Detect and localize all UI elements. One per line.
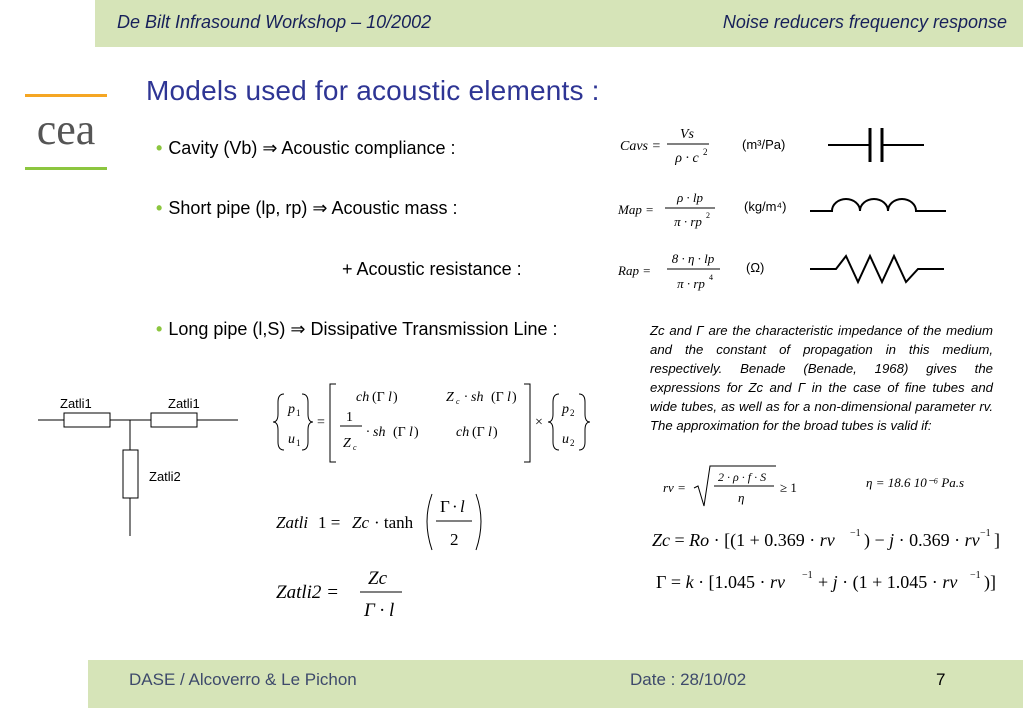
svg-text:]: ] [994,530,1000,550]
svg-text:): ) [512,390,517,405]
svg-text:): ) [493,425,498,440]
svg-text:−1: −1 [802,570,813,581]
svg-text:u: u [562,432,569,447]
footer-date: Date : 28/10/02 [630,670,747,689]
svg-text:p: p [288,402,295,417]
bullet-long-pipe: • Long pipe (l,S) ⇒ Dissipative Transmission Line : [156,319,558,339]
zatli1-equation [272,488,502,554]
label-zatli2: Zatli2 [149,469,181,484]
bullet-cavity: • Cavity (Vb) ⇒ Acoustic compliance : [156,138,456,158]
svg-text:) − j · 0.369 · rv: ) − j · 0.369 · rv [864,530,980,550]
header-band [95,0,1023,47]
bullet-resistance: + Acoustic resistance : [342,259,522,279]
svg-text:+ j · (1 + 1.045 · rv: + j · (1 + 1.045 · rv [818,572,958,592]
svg-text:×: × [535,415,543,430]
svg-text:−1: −1 [980,528,991,539]
zc-equation [648,520,1008,560]
zatli2-equation [272,562,422,628]
svg-text:=: = [317,415,325,430]
capacitor-symbol [828,125,928,165]
svg-text:Cavs =: Cavs = [620,139,661,154]
transmission-matrix-equation [270,380,600,465]
svg-text:· sh: · sh [464,390,484,405]
gamma-equation [652,562,1012,602]
resistor-symbol [810,253,950,285]
svg-text:ρ · lp: ρ · lp [676,190,704,205]
svg-text:1: 1 [346,410,353,425]
svg-text:Z: Z [343,436,351,451]
description-paragraph: Zc and Γ are the characteristic impedance of the medium and the constant of propagation in this medium, respectively. Benade (Benade, 1968) gives the expressions for Zc and Γ in the case of fine tubes and wide tubes, as well as for a non-dimensional parameter rv. The approximation for the broad tubes is valid if: [650,323,993,433]
svg-text:Γ: Γ [440,497,450,516]
svg-text:2: 2 [570,438,575,448]
svg-text:Zatli2 =: Zatli2 = [276,582,339,603]
svg-text:Zc = Ro · [(1 + 0.369 · rv: Zc = Ro · [(1 + 0.369 · rv [652,530,835,550]
header-right: Noise reducers frequency response [722,12,1007,32]
footer-band [88,660,1023,708]
svg-text:2: 2 [706,211,710,220]
svg-text:Map =: Map = [618,202,654,217]
svg-text:2: 2 [450,530,459,549]
svg-text:)]: )] [984,572,996,592]
resistance-equation [615,245,730,297]
unit-compliance: (m³/Pa) [742,137,786,152]
svg-text:l: l [488,425,492,440]
label-zatli1-left: Zatli1 [60,396,92,411]
cea-logo [22,92,112,174]
svg-text:2 · ρ · f · S: 2 · ρ · f · S [718,470,767,484]
mass-equation [615,185,725,235]
svg-text:Γ = k · [1.045 · rv: Γ = k · [1.045 · rv [656,572,786,592]
svg-text:π · rp: π · rp [677,276,705,291]
svg-text:Vs: Vs [680,127,694,142]
svg-text:l: l [460,497,465,516]
svg-text:Zatli: Zatli [276,513,309,532]
svg-text:π · rp: π · rp [674,214,702,229]
svg-text:(Γ: (Γ [372,390,385,405]
svg-text:· sh: · sh [366,425,386,440]
svg-text:ch: ch [456,425,470,440]
svg-text:1: 1 [296,408,301,418]
svg-text:u: u [288,432,295,447]
inductor-symbol [810,193,950,223]
svg-text:2: 2 [703,147,708,157]
svg-text:Rap =: Rap = [618,263,651,278]
header-left: De Bilt Infrasound Workshop – 10/2002 [117,12,432,32]
svg-text:l: l [388,390,392,405]
svg-text:Zc: Zc [352,513,369,532]
svg-text:p: p [562,402,569,417]
slide-title: Models used for acoustic elements : [146,75,600,106]
svg-text:Z: Z [446,390,454,405]
bullet-short-pipe: • Short pipe (lp, rp) ⇒ Acoustic mass : [156,198,458,218]
eta-value: η = 18.6 10⁻⁶ Pa.s [866,475,965,490]
svg-text:η: η [738,490,745,505]
svg-text:l: l [507,390,511,405]
svg-text:2: 2 [570,408,575,418]
svg-text:−1: −1 [970,570,981,581]
svg-text:cea: cea [36,105,96,154]
svg-text:(Γ: (Γ [393,425,406,440]
svg-text:l: l [409,425,413,440]
svg-text:c: c [456,397,460,406]
svg-text:(Γ: (Γ [491,390,504,405]
svg-text:Zc: Zc [368,568,387,589]
svg-text:): ) [393,390,398,405]
footer-authors: DASE / Alcoverro & Le Pichon [129,670,357,689]
unit-resistance: (Ω) [746,260,765,275]
svg-text:1 =: 1 = [318,513,341,532]
svg-text:· tanh: · tanh [374,513,414,532]
svg-text:−1: −1 [850,528,861,539]
svg-text:rv =: rv = [663,480,686,495]
svg-text:Γ · l: Γ · l [364,600,395,621]
svg-text:4: 4 [709,273,713,282]
svg-text:ρ · c: ρ · c [675,151,699,166]
svg-text:ch: ch [356,390,370,405]
svg-text:·: · [452,497,458,516]
svg-text:): ) [414,425,419,440]
svg-text:8 · η · lp: 8 · η · lp [671,251,715,266]
svg-text:c: c [353,443,357,452]
unit-mass: (kg/m⁴) [744,199,787,214]
rv-equation [660,462,810,512]
svg-text:(Γ: (Γ [472,425,485,440]
svg-text:1: 1 [296,438,301,448]
svg-text:≥ 1: ≥ 1 [780,480,797,495]
label-zatli1-right: Zatli1 [168,396,200,411]
page-number: 7 [936,670,946,689]
cavity-equation [615,122,715,172]
